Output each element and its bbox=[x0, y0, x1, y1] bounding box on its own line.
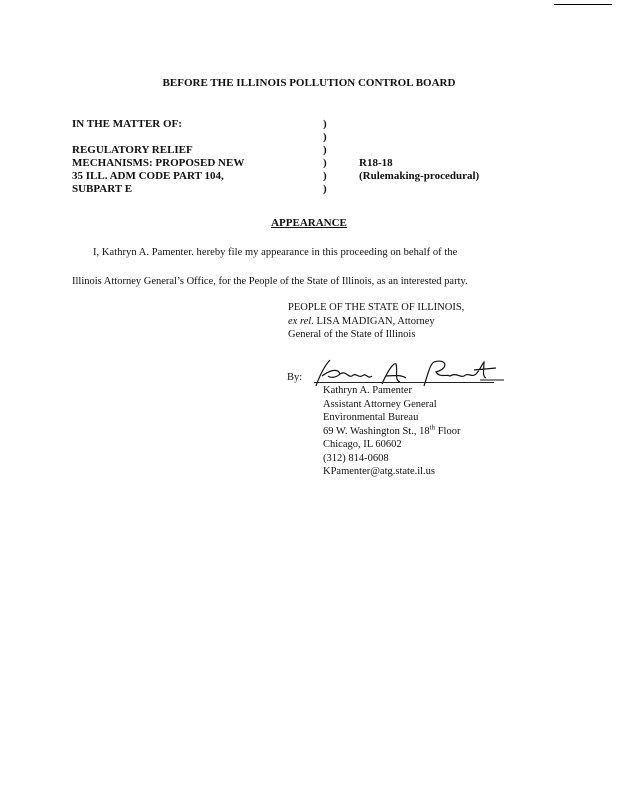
party-line-3: General of the State of Illinois bbox=[288, 329, 416, 340]
caption-paren: ) bbox=[323, 183, 327, 195]
caption-paren: ) bbox=[323, 118, 327, 130]
caption-line: SUBPART E bbox=[72, 183, 133, 195]
caption-paren: ) bbox=[323, 170, 327, 182]
signature-block bbox=[323, 384, 460, 479]
signer-bureau: Environmental Bureau bbox=[323, 412, 419, 423]
party-block bbox=[288, 301, 464, 342]
party-line-1: PEOPLE OF THE STATE OF ILLINOIS, bbox=[288, 302, 465, 313]
caption-paren: ) bbox=[323, 131, 327, 143]
signer-name: Kathryn A. Pamenter bbox=[323, 385, 412, 396]
ex-rel-text: ex rel. bbox=[288, 315, 314, 327]
signer-phone: (312) 814-0608 bbox=[323, 452, 389, 464]
party-line-2 bbox=[288, 315, 464, 329]
party-line-2-rest: LISA MADIGAN, Attorney bbox=[313, 315, 435, 327]
caption-line bbox=[72, 131, 244, 144]
appearance-heading: APPEARANCE bbox=[271, 217, 347, 229]
caption-line: 35 ILL. ADM CODE PART 104, bbox=[72, 170, 224, 182]
by-label: By: bbox=[287, 372, 303, 383]
address-suffix: Floor bbox=[435, 425, 461, 437]
corner-rule bbox=[554, 4, 612, 5]
caption-line: REGULATORY RELIEF bbox=[72, 144, 193, 156]
address-prefix: 69 W. Washington St., 18 bbox=[323, 425, 430, 437]
caption-paren: ) bbox=[323, 157, 327, 169]
caption-left bbox=[72, 118, 244, 196]
signer-address bbox=[323, 425, 460, 439]
address-sup: th bbox=[429, 423, 436, 431]
caption-line: MECHANISMS: PROPOSED NEW bbox=[72, 157, 245, 169]
appearance-body-line-2: Illinois Attorney General’s Office, for the People of the State of Illinois, as an interested party. bbox=[72, 276, 468, 287]
docket-number: R18-18 bbox=[359, 157, 393, 169]
signer-email: KPamenter@atg.state.il.us bbox=[323, 466, 436, 477]
signer-title: Assistant Attorney General bbox=[323, 398, 437, 410]
docket-type: (Rulemaking-procedural) bbox=[359, 170, 480, 182]
signature-line bbox=[314, 382, 494, 383]
signer-city: Chicago, IL 60602 bbox=[323, 439, 402, 450]
page-title: BEFORE THE ILLINOIS POLLUTION CONTROL BOARD bbox=[162, 77, 456, 89]
caption-parens bbox=[323, 118, 327, 196]
caption-paren: ) bbox=[323, 144, 327, 156]
caption-line: IN THE MATTER OF: bbox=[72, 118, 182, 130]
appearance-body-line-1: I, Kathryn A. Pamenter. hereby file my appearance in this proceeding on behalf of the bbox=[93, 247, 458, 258]
